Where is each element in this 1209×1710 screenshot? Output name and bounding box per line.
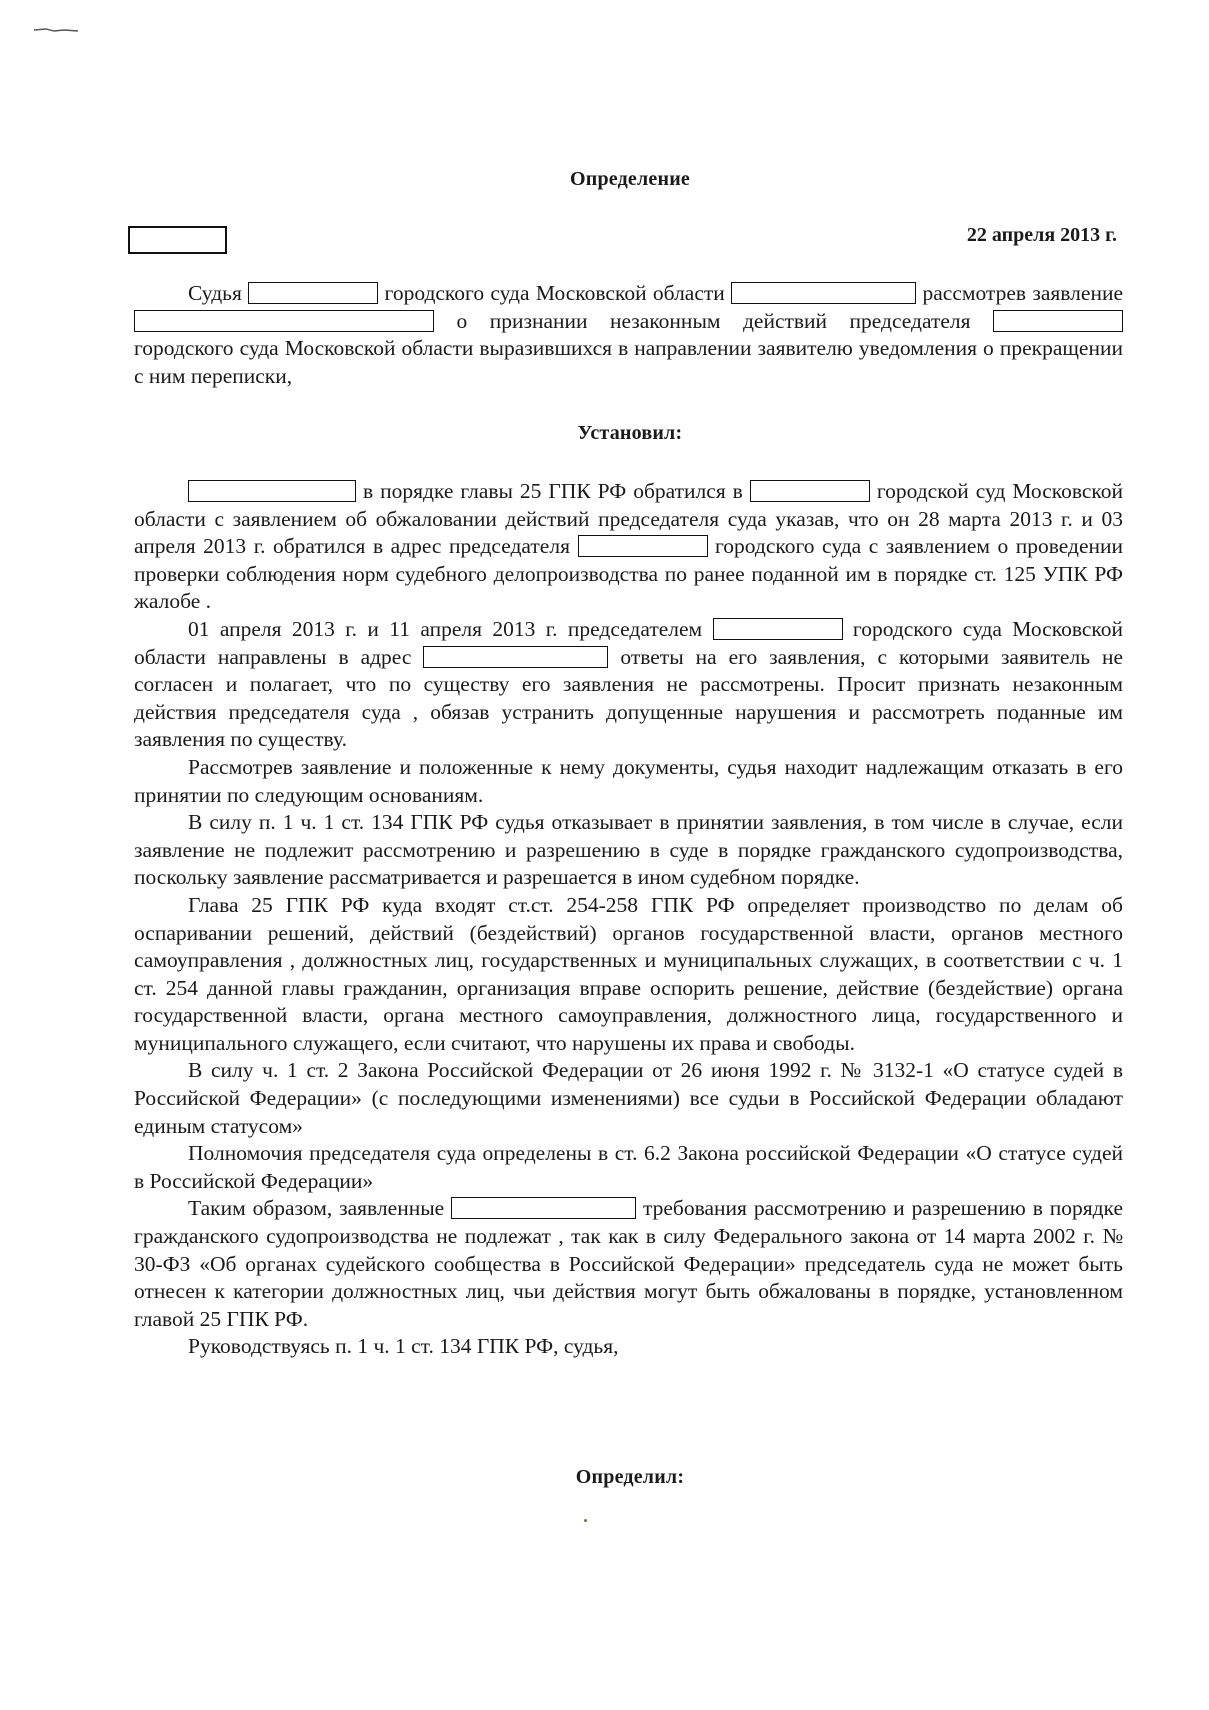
preamble: [134, 280, 1123, 390]
paragraph-text: требования рассмотрению и разрешению в порядке гражданского судопроизводства не подлежат , так как в силу Федерального закона от 14 марта 2002 г. № 30-ФЗ «Об органах судейского сообщества в Российской Федерации» председатель суда не может быть отнесен к категории должностных лиц, чьи действия могут быть обжалованы в порядке, установленном главой 25 ГПК РФ.: [134, 1196, 1124, 1331]
redacted-applicant-name: [134, 310, 434, 332]
redacted-city: [713, 618, 843, 640]
paragraph: Рассмотрев заявление и положенные к нему документы, судья находит надлежащим отказать в его принятии по следующим основаниям.: [134, 754, 1123, 807]
scan-speck: [584, 1519, 587, 1522]
paragraph-text: в порядке главы 25 ГПК РФ обратился в: [362, 479, 743, 503]
paragraph: [134, 616, 1123, 754]
paragraph: [134, 1195, 1123, 1333]
section-heading-determined: Определил:: [575, 1466, 685, 1488]
redacted-city: [578, 535, 708, 557]
paragraph-text: Таким образом, заявленные: [188, 1196, 445, 1221]
redacted-city: [750, 480, 870, 502]
preamble-text: Судья: [188, 281, 242, 305]
paragraph: [134, 478, 1123, 616]
paragraph-text: ответы на его заявления, с которыми заявитель не согласен и полагает, что по существу его заявления не рассмотрены. Просит признать незаконным действия председателя суда , обязав устранить допущенные нарушения и рассмотреть поданные им заявления по существу.: [134, 644, 1124, 752]
redacted-applicant-name: [188, 480, 356, 502]
main-body: [134, 478, 1123, 1361]
paragraph-text: 01 апреля 2013 г. и 11 апреля 2013 г. председателем: [188, 616, 703, 641]
redacted-applicant-name: [423, 646, 608, 668]
redacted-applicant-name: [451, 1197, 636, 1219]
paragraph: В силу ч. 1 ст. 2 Закона Российской Федерации от 26 июня 1992 г. № 3132-1 «О статусе судей в Российской Федерации» (с последующими изменениями) все судьи в Российской Федерации обладают единым статусом»: [134, 1058, 1123, 1138]
redacted-case-number: [128, 226, 227, 254]
redacted-city: [993, 310, 1123, 332]
preamble-text: о признании незаконным действий председателя: [456, 308, 971, 333]
redacted-judge-name: [731, 282, 916, 304]
paragraph: В силу п. 1 ч. 1 ст. 134 ГПК РФ судья отказывает в принятии заявления, в том числе в случае, если заявление не подлежит рассмотрению и разрешению в суде в порядке гражданского судопроизводства, поскольку заявление рассматривается и разрешается в ином судебном порядке.: [134, 810, 1123, 890]
paragraph: Глава 25 ГПК РФ куда входят ст.ст. 254-258 ГПК РФ определяет производство по делам об оспаривании решений, действий (бездействий) органов государственной власти, органов местного самоуправления , должностных лиц, государственных и муниципальных служащих, в соответствии с ч. 1 ст. 254 данной главы гражданин, организация вправе оспорить решение, действие (бездействие) органа государственной власти, органа местного самоуправления, должностного лица, государственного и муниципального служащего, если считают, что нарушены их права и свободы.: [134, 892, 1123, 1055]
preamble-text: городского суда Московской области: [384, 281, 725, 305]
paragraph-text: городского суда с заявлением о проведении проверки соблюдения норм судебного делопроизводства по ранее поданной им в порядке ст. 125 УПК РФ жалобе .: [134, 534, 1124, 614]
section-heading-established: Установил:: [577, 422, 683, 444]
preamble-text: городского суда Московской области выразившихся в направлении заявителю уведомления о прекращении с ним переписки,: [134, 336, 1123, 388]
paragraph-text: городской суд Московской области с заявлением об обжаловании действий председателя суда указав, что он 28 марта 2013 г. и 03 апреля 2013 г. обратился в адрес председателя: [134, 479, 1124, 559]
paragraph: Руководствуясь п. 1 ч. 1 ст. 134 ГПК РФ, судья,: [188, 1334, 619, 1359]
paragraph: Полномочия председателя суда определены в ст. 6.2 Закона российской Федерации «О статусе судей в Российской Федерации»: [134, 1141, 1123, 1193]
redacted-city: [248, 282, 378, 304]
paragraph-text: городского суда Московской области направлены в адрес: [134, 616, 1123, 669]
preamble-text: рассмотрев заявление: [922, 281, 1123, 305]
document-date: 22 апреля 2013 г.: [966, 224, 1117, 246]
document-title: Определение: [569, 168, 691, 190]
scan-artifact-mark: [34, 28, 78, 32]
